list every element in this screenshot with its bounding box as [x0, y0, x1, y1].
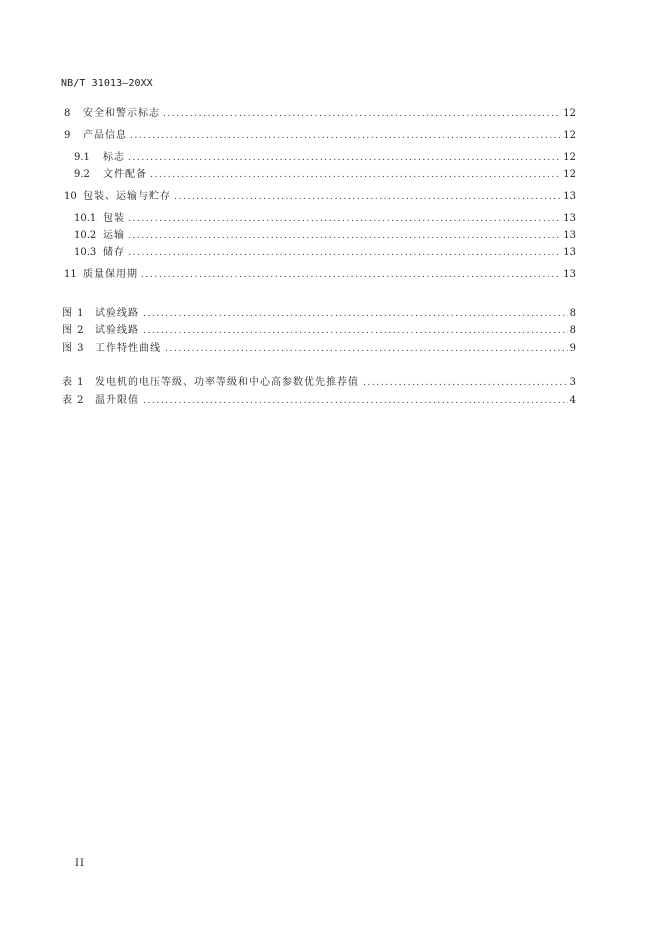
toc-title: 运输: [103, 230, 125, 241]
leader-dots: [163, 108, 560, 121]
figure-title: 试验线路: [95, 325, 139, 336]
toc-page-number: 13: [563, 230, 576, 241]
toc-number: 8: [64, 108, 71, 119]
leader-dots: [128, 213, 560, 226]
toc-number: 11: [64, 269, 77, 280]
toc-number: 10.2: [74, 230, 97, 241]
table-page-number: 4: [569, 395, 576, 406]
leader-dots: [150, 169, 560, 182]
toc-entry[interactable]: [74, 151, 576, 165]
table-title: 发电机的电压等级、功率等级和中心高参数优先推荐值: [95, 377, 359, 388]
toc-page-number: 12: [563, 152, 576, 163]
table-entry[interactable]: [62, 394, 576, 408]
toc-page-number: 12: [563, 108, 576, 119]
toc-number: 9.2: [74, 169, 90, 180]
toc-number: 10: [64, 191, 77, 202]
toc-entry[interactable]: [64, 190, 576, 204]
table-label: 表 1: [62, 377, 85, 388]
leader-dots: [143, 395, 568, 408]
page-number-footer: II: [75, 858, 85, 869]
leader-dots: [143, 308, 568, 321]
table-entry[interactable]: [62, 376, 576, 390]
toc-page-number: 13: [563, 269, 576, 280]
toc-entry[interactable]: [74, 168, 576, 182]
toc-number: 10.3: [74, 247, 97, 258]
leader-dots: [130, 130, 560, 143]
leader-dots: [128, 152, 560, 165]
toc-title: 文件配备: [103, 169, 147, 180]
toc-entry[interactable]: [74, 212, 576, 226]
toc-number: 9: [64, 130, 71, 141]
toc-entry[interactable]: [64, 129, 576, 143]
toc-number: 10.1: [74, 213, 97, 224]
toc-title: 质量保用期: [83, 269, 138, 280]
toc-page-number: 13: [563, 247, 576, 258]
toc-title: 储存: [103, 247, 125, 258]
toc-number: 9.1: [74, 152, 90, 163]
toc-page-number: 13: [563, 191, 576, 202]
leader-dots: [363, 377, 568, 390]
leader-dots: [128, 230, 560, 243]
figure-page-number: 9: [569, 343, 576, 354]
figure-label: 图 1: [62, 308, 85, 319]
leader-dots: [143, 325, 568, 338]
leader-dots: [174, 191, 560, 204]
table-page-number: 3: [569, 377, 576, 388]
figure-title: 工作特性曲线: [95, 343, 161, 354]
toc-title: 产品信息: [83, 130, 127, 141]
figure-label: 图 2: [62, 325, 85, 336]
figure-page-number: 8: [569, 308, 576, 319]
toc-title: 标志: [103, 152, 125, 163]
figure-label: 图 3: [62, 343, 85, 354]
toc-entry[interactable]: [64, 268, 576, 282]
toc-page-number: 12: [563, 130, 576, 141]
figure-entry[interactable]: [62, 324, 576, 338]
standard-code-header: NB/T 31013—20XX: [61, 78, 153, 89]
toc-entry[interactable]: [74, 229, 576, 243]
toc-title: 包装: [103, 213, 125, 224]
toc-entry[interactable]: [74, 246, 576, 260]
leader-dots: [128, 247, 560, 260]
toc-page-number: 13: [563, 213, 576, 224]
toc-title: 安全和警示标志: [83, 108, 160, 119]
figure-title: 试验线路: [95, 308, 139, 319]
toc-page-number: 12: [563, 169, 576, 180]
table-label: 表 2: [62, 395, 85, 406]
table-title: 温升限值: [95, 395, 139, 406]
figure-page-number: 8: [569, 325, 576, 336]
figure-entry[interactable]: [62, 307, 576, 321]
figure-entry[interactable]: [62, 342, 576, 356]
toc-entry[interactable]: [64, 107, 576, 121]
toc-title: 包装、运输与贮存: [83, 191, 171, 202]
leader-dots: [165, 343, 568, 356]
leader-dots: [141, 269, 560, 282]
